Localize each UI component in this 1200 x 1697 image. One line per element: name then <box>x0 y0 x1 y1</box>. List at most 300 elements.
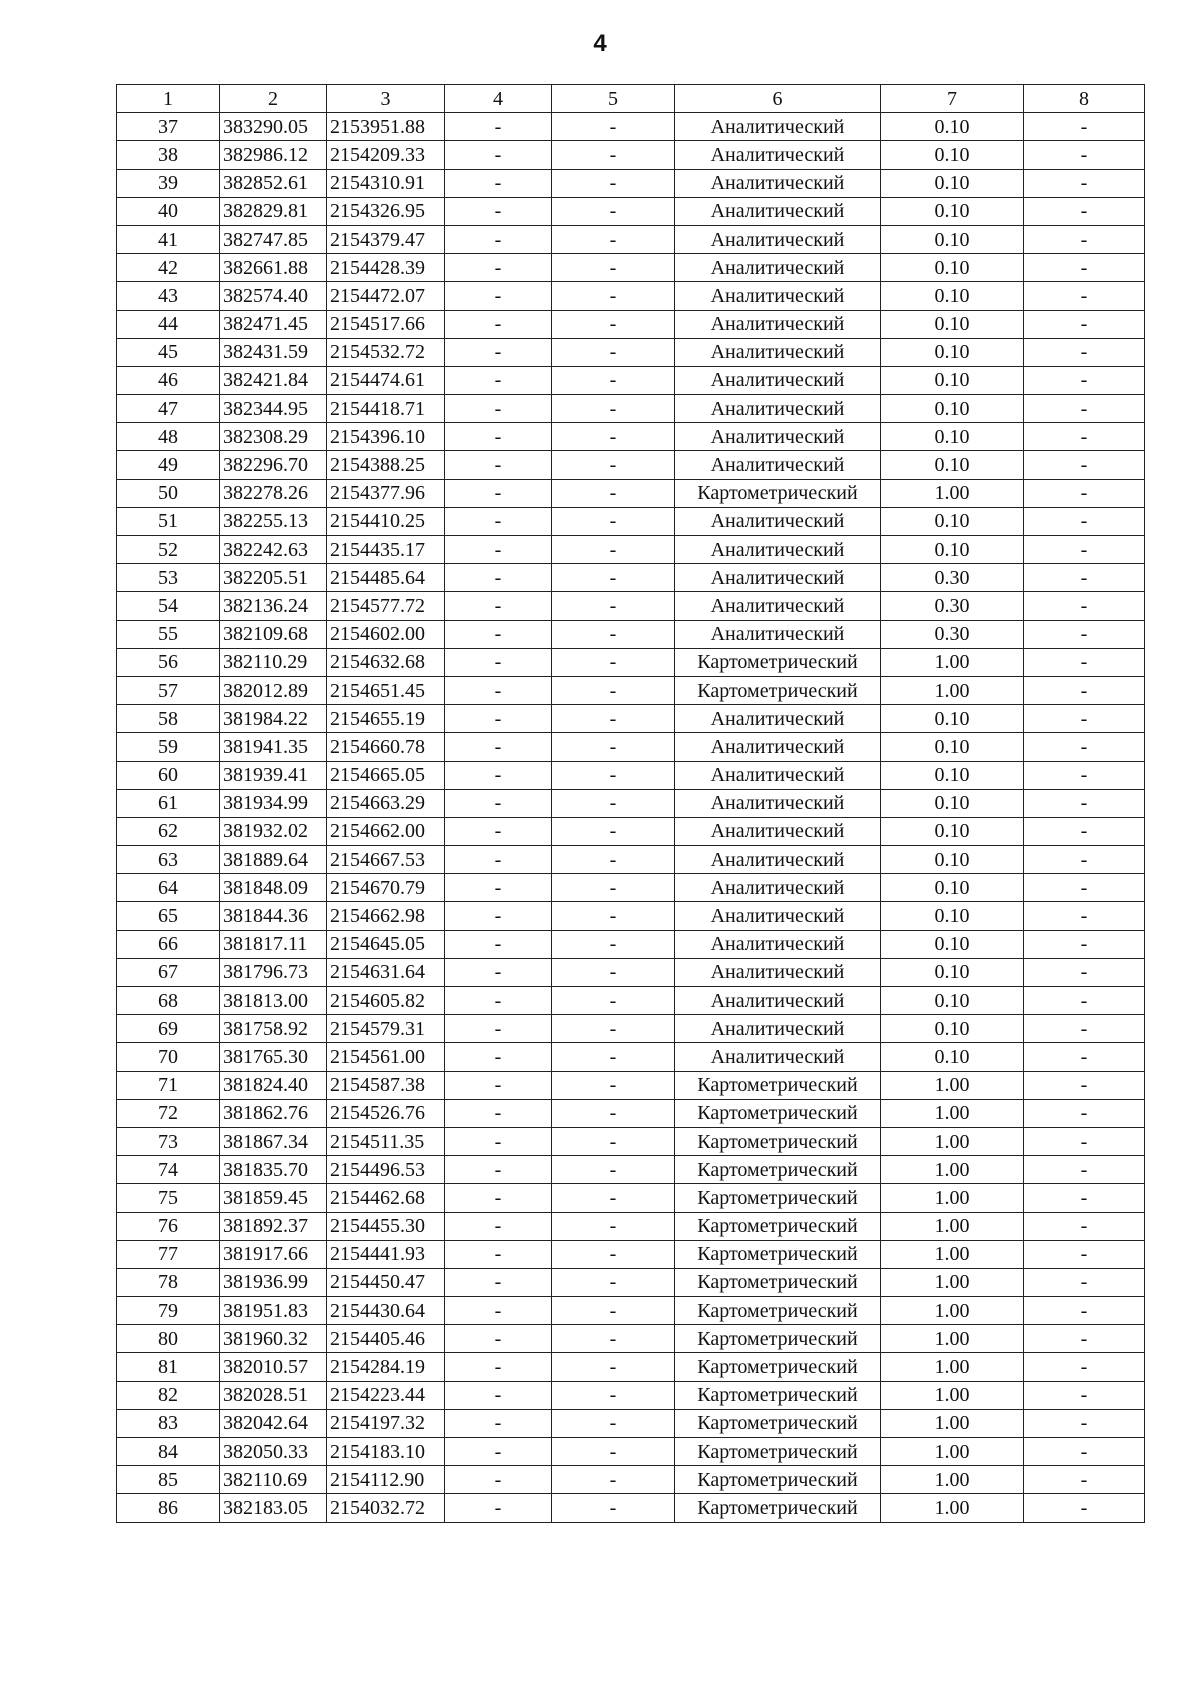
y-coordinate-cell: 2154418.71 <box>327 395 445 423</box>
col-8-cell: - <box>1024 1015 1145 1043</box>
col-5-cell: - <box>552 930 675 958</box>
method-cell: Аналитический <box>675 338 881 366</box>
table-row <box>117 705 1145 733</box>
col-8-cell: - <box>1024 507 1145 535</box>
col-4-cell: - <box>445 705 552 733</box>
table-row <box>117 338 1145 366</box>
y-coordinate-cell: 2154496.53 <box>327 1156 445 1184</box>
point-number-cell: 86 <box>117 1494 220 1522</box>
col-5-cell: - <box>552 1071 675 1099</box>
col-4-cell: - <box>445 1325 552 1353</box>
col-8-cell: - <box>1024 423 1145 451</box>
x-coordinate-cell: 381934.99 <box>220 789 327 817</box>
col-8-cell: - <box>1024 958 1145 986</box>
col-8-cell: - <box>1024 1438 1145 1466</box>
accuracy-cell: 0.10 <box>881 310 1024 338</box>
method-cell: Аналитический <box>675 141 881 169</box>
x-coordinate-cell: 381892.37 <box>220 1212 327 1240</box>
x-coordinate-cell: 381936.99 <box>220 1268 327 1296</box>
col-4-cell: - <box>445 930 552 958</box>
y-coordinate-cell: 2154561.00 <box>327 1043 445 1071</box>
y-coordinate-cell: 2154462.68 <box>327 1184 445 1212</box>
method-cell: Картометрический <box>675 1071 881 1099</box>
col-5-cell: - <box>552 874 675 902</box>
table-row <box>117 761 1145 789</box>
table-row <box>117 1297 1145 1325</box>
y-coordinate-cell: 2154379.47 <box>327 225 445 253</box>
y-coordinate-cell: 2154326.95 <box>327 197 445 225</box>
col-5-cell: - <box>552 451 675 479</box>
col-5-cell: - <box>552 761 675 789</box>
point-number-cell: 63 <box>117 846 220 874</box>
point-number-cell: 67 <box>117 958 220 986</box>
col-4-cell: - <box>445 592 552 620</box>
y-coordinate-cell: 2154526.76 <box>327 1099 445 1127</box>
table-row <box>117 874 1145 902</box>
y-coordinate-cell: 2154577.72 <box>327 592 445 620</box>
col-4-cell: - <box>445 282 552 310</box>
col-8-cell: - <box>1024 225 1145 253</box>
col-8-cell: - <box>1024 479 1145 507</box>
x-coordinate-cell: 381939.41 <box>220 761 327 789</box>
accuracy-cell: 0.10 <box>881 254 1024 282</box>
header-cell: 8 <box>1024 85 1145 113</box>
table-row <box>117 817 1145 845</box>
accuracy-cell: 1.00 <box>881 1494 1024 1522</box>
method-cell: Картометрический <box>675 1127 881 1155</box>
col-5-cell: - <box>552 507 675 535</box>
col-5-cell: - <box>552 846 675 874</box>
y-coordinate-cell: 2154223.44 <box>327 1381 445 1409</box>
col-5-cell: - <box>552 310 675 338</box>
col-8-cell: - <box>1024 817 1145 845</box>
x-coordinate-cell: 381941.35 <box>220 733 327 761</box>
x-coordinate-cell: 382255.13 <box>220 507 327 535</box>
table-row <box>117 564 1145 592</box>
col-5-cell: - <box>552 789 675 817</box>
col-5-cell: - <box>552 141 675 169</box>
col-5-cell: - <box>552 1127 675 1155</box>
method-cell: Аналитический <box>675 705 881 733</box>
x-coordinate-cell: 381758.92 <box>220 1015 327 1043</box>
col-5-cell: - <box>552 1099 675 1127</box>
table-header <box>117 85 1145 113</box>
accuracy-cell: 0.30 <box>881 592 1024 620</box>
table-row <box>117 1325 1145 1353</box>
col-8-cell: - <box>1024 1381 1145 1409</box>
accuracy-cell: 1.00 <box>881 1240 1024 1268</box>
y-coordinate-cell: 2154655.19 <box>327 705 445 733</box>
col-8-cell: - <box>1024 1409 1145 1437</box>
accuracy-cell: 0.10 <box>881 874 1024 902</box>
y-coordinate-cell: 2154645.05 <box>327 930 445 958</box>
table-row <box>117 169 1145 197</box>
y-coordinate-cell: 2154450.47 <box>327 1268 445 1296</box>
col-8-cell: - <box>1024 1268 1145 1296</box>
method-cell: Аналитический <box>675 958 881 986</box>
header-cell: 3 <box>327 85 445 113</box>
accuracy-cell: 0.10 <box>881 761 1024 789</box>
col-8-cell: - <box>1024 1494 1145 1522</box>
y-coordinate-cell: 2154651.45 <box>327 676 445 704</box>
point-number-cell: 70 <box>117 1043 220 1071</box>
col-4-cell: - <box>445 620 552 648</box>
x-coordinate-cell: 381848.09 <box>220 874 327 902</box>
accuracy-cell: 0.10 <box>881 733 1024 761</box>
col-8-cell: - <box>1024 846 1145 874</box>
col-8-cell: - <box>1024 733 1145 761</box>
col-5-cell: - <box>552 1240 675 1268</box>
col-5-cell: - <box>552 648 675 676</box>
col-4-cell: - <box>445 1240 552 1268</box>
col-8-cell: - <box>1024 282 1145 310</box>
col-5-cell: - <box>552 1043 675 1071</box>
x-coordinate-cell: 382308.29 <box>220 423 327 451</box>
x-coordinate-cell: 382136.24 <box>220 592 327 620</box>
method-cell: Аналитический <box>675 733 881 761</box>
col-5-cell: - <box>552 536 675 564</box>
point-number-cell: 84 <box>117 1438 220 1466</box>
table-row <box>117 958 1145 986</box>
col-4-cell: - <box>445 479 552 507</box>
method-cell: Аналитический <box>675 1015 881 1043</box>
col-4-cell: - <box>445 1156 552 1184</box>
method-cell: Картометрический <box>675 1212 881 1240</box>
col-4-cell: - <box>445 564 552 592</box>
x-coordinate-cell: 381796.73 <box>220 958 327 986</box>
y-coordinate-cell: 2154532.72 <box>327 338 445 366</box>
accuracy-cell: 0.10 <box>881 113 1024 141</box>
col-8-cell: - <box>1024 451 1145 479</box>
point-number-cell: 79 <box>117 1297 220 1325</box>
point-number-cell: 45 <box>117 338 220 366</box>
point-number-cell: 76 <box>117 1212 220 1240</box>
col-5-cell: - <box>552 1184 675 1212</box>
table-row <box>117 1438 1145 1466</box>
col-4-cell: - <box>445 197 552 225</box>
point-number-cell: 42 <box>117 254 220 282</box>
table-row <box>117 1409 1145 1437</box>
x-coordinate-cell: 382028.51 <box>220 1381 327 1409</box>
col-4-cell: - <box>445 1409 552 1437</box>
col-5-cell: - <box>552 1015 675 1043</box>
coordinates-table <box>116 84 1145 1523</box>
point-number-cell: 46 <box>117 366 220 394</box>
col-4-cell: - <box>445 676 552 704</box>
accuracy-cell: 1.00 <box>881 1127 1024 1155</box>
col-4-cell: - <box>445 1071 552 1099</box>
accuracy-cell: 1.00 <box>881 1353 1024 1381</box>
col-4-cell: - <box>445 1297 552 1325</box>
col-4-cell: - <box>445 1099 552 1127</box>
y-coordinate-cell: 2154428.39 <box>327 254 445 282</box>
accuracy-cell: 1.00 <box>881 1438 1024 1466</box>
method-cell: Аналитический <box>675 254 881 282</box>
x-coordinate-cell: 382574.40 <box>220 282 327 310</box>
method-cell: Картометрический <box>675 479 881 507</box>
y-coordinate-cell: 2154517.66 <box>327 310 445 338</box>
table-row <box>117 1353 1145 1381</box>
point-number-cell: 39 <box>117 169 220 197</box>
col-5-cell: - <box>552 254 675 282</box>
y-coordinate-cell: 2154474.61 <box>327 366 445 394</box>
col-5-cell: - <box>552 338 675 366</box>
col-8-cell: - <box>1024 310 1145 338</box>
x-coordinate-cell: 382183.05 <box>220 1494 327 1522</box>
table-row <box>117 1156 1145 1184</box>
method-cell: Картометрический <box>675 1466 881 1494</box>
point-number-cell: 57 <box>117 676 220 704</box>
accuracy-cell: 0.10 <box>881 705 1024 733</box>
col-8-cell: - <box>1024 789 1145 817</box>
y-coordinate-cell: 2154310.91 <box>327 169 445 197</box>
y-coordinate-cell: 2154430.64 <box>327 1297 445 1325</box>
col-4-cell: - <box>445 1268 552 1296</box>
accuracy-cell: 0.10 <box>881 366 1024 394</box>
table-row <box>117 902 1145 930</box>
table-row <box>117 423 1145 451</box>
table-row <box>117 1494 1145 1522</box>
method-cell: Аналитический <box>675 817 881 845</box>
point-number-cell: 56 <box>117 648 220 676</box>
col-4-cell: - <box>445 507 552 535</box>
method-cell: Аналитический <box>675 507 881 535</box>
x-coordinate-cell: 382042.64 <box>220 1409 327 1437</box>
x-coordinate-cell: 381862.76 <box>220 1099 327 1127</box>
point-number-cell: 74 <box>117 1156 220 1184</box>
method-cell: Аналитический <box>675 536 881 564</box>
table-row <box>117 1015 1145 1043</box>
point-number-cell: 81 <box>117 1353 220 1381</box>
y-coordinate-cell: 2154410.25 <box>327 507 445 535</box>
col-8-cell: - <box>1024 1071 1145 1099</box>
col-8-cell: - <box>1024 254 1145 282</box>
col-8-cell: - <box>1024 1353 1145 1381</box>
accuracy-cell: 0.10 <box>881 902 1024 930</box>
x-coordinate-cell: 382278.26 <box>220 479 327 507</box>
accuracy-cell: 0.30 <box>881 620 1024 648</box>
point-number-cell: 47 <box>117 395 220 423</box>
point-number-cell: 52 <box>117 536 220 564</box>
col-4-cell: - <box>445 902 552 930</box>
accuracy-cell: 0.10 <box>881 846 1024 874</box>
table-row <box>117 1268 1145 1296</box>
point-number-cell: 41 <box>117 225 220 253</box>
y-coordinate-cell: 2154209.33 <box>327 141 445 169</box>
point-number-cell: 75 <box>117 1184 220 1212</box>
y-coordinate-cell: 2154405.46 <box>327 1325 445 1353</box>
x-coordinate-cell: 382661.88 <box>220 254 327 282</box>
accuracy-cell: 0.10 <box>881 536 1024 564</box>
accuracy-cell: 0.30 <box>881 564 1024 592</box>
table-row <box>117 1212 1145 1240</box>
point-number-cell: 49 <box>117 451 220 479</box>
col-5-cell: - <box>552 676 675 704</box>
col-8-cell: - <box>1024 761 1145 789</box>
col-5-cell: - <box>552 1494 675 1522</box>
col-8-cell: - <box>1024 1043 1145 1071</box>
y-coordinate-cell: 2154377.96 <box>327 479 445 507</box>
col-4-cell: - <box>445 451 552 479</box>
col-4-cell: - <box>445 1015 552 1043</box>
table-row <box>117 310 1145 338</box>
col-5-cell: - <box>552 1381 675 1409</box>
col-4-cell: - <box>445 846 552 874</box>
method-cell: Аналитический <box>675 620 881 648</box>
accuracy-cell: 0.10 <box>881 507 1024 535</box>
method-cell: Аналитический <box>675 592 881 620</box>
col-8-cell: - <box>1024 1212 1145 1240</box>
y-coordinate-cell: 2154660.78 <box>327 733 445 761</box>
table-body <box>117 113 1145 1522</box>
col-5-cell: - <box>552 197 675 225</box>
table-row <box>117 1240 1145 1268</box>
point-number-cell: 59 <box>117 733 220 761</box>
col-4-cell: - <box>445 987 552 1015</box>
method-cell: Картометрический <box>675 1268 881 1296</box>
table-row <box>117 930 1145 958</box>
y-coordinate-cell: 2154602.00 <box>327 620 445 648</box>
x-coordinate-cell: 381867.34 <box>220 1127 327 1155</box>
col-5-cell: - <box>552 113 675 141</box>
y-coordinate-cell: 2154388.25 <box>327 451 445 479</box>
col-8-cell: - <box>1024 141 1145 169</box>
accuracy-cell: 0.10 <box>881 958 1024 986</box>
col-4-cell: - <box>445 648 552 676</box>
point-number-cell: 61 <box>117 789 220 817</box>
x-coordinate-cell: 381844.36 <box>220 902 327 930</box>
x-coordinate-cell: 382205.51 <box>220 564 327 592</box>
col-4-cell: - <box>445 958 552 986</box>
col-8-cell: - <box>1024 536 1145 564</box>
accuracy-cell: 1.00 <box>881 479 1024 507</box>
accuracy-cell: 1.00 <box>881 676 1024 704</box>
col-8-cell: - <box>1024 169 1145 197</box>
point-number-cell: 37 <box>117 113 220 141</box>
col-8-cell: - <box>1024 338 1145 366</box>
method-cell: Аналитический <box>675 395 881 423</box>
accuracy-cell: 0.10 <box>881 423 1024 451</box>
point-number-cell: 54 <box>117 592 220 620</box>
point-number-cell: 55 <box>117 620 220 648</box>
y-coordinate-cell: 2154112.90 <box>327 1466 445 1494</box>
col-4-cell: - <box>445 817 552 845</box>
method-cell: Аналитический <box>675 846 881 874</box>
method-cell: Аналитический <box>675 987 881 1015</box>
y-coordinate-cell: 2154579.31 <box>327 1015 445 1043</box>
col-4-cell: - <box>445 1043 552 1071</box>
col-8-cell: - <box>1024 902 1145 930</box>
col-5-cell: - <box>552 987 675 1015</box>
col-8-cell: - <box>1024 395 1145 423</box>
accuracy-cell: 0.10 <box>881 395 1024 423</box>
method-cell: Аналитический <box>675 930 881 958</box>
col-8-cell: - <box>1024 987 1145 1015</box>
point-number-cell: 73 <box>117 1127 220 1155</box>
point-number-cell: 58 <box>117 705 220 733</box>
table-row <box>117 141 1145 169</box>
accuracy-cell: 1.00 <box>881 1268 1024 1296</box>
table-row <box>117 789 1145 817</box>
x-coordinate-cell: 381859.45 <box>220 1184 327 1212</box>
col-5-cell: - <box>552 479 675 507</box>
x-coordinate-cell: 381765.30 <box>220 1043 327 1071</box>
x-coordinate-cell: 382421.84 <box>220 366 327 394</box>
col-5-cell: - <box>552 395 675 423</box>
col-5-cell: - <box>552 1297 675 1325</box>
y-coordinate-cell: 2154662.00 <box>327 817 445 845</box>
x-coordinate-cell: 382110.69 <box>220 1466 327 1494</box>
table-row <box>117 1043 1145 1071</box>
table-row <box>117 1127 1145 1155</box>
x-coordinate-cell: 383290.05 <box>220 113 327 141</box>
table-row <box>117 592 1145 620</box>
x-coordinate-cell: 382110.29 <box>220 648 327 676</box>
col-8-cell: - <box>1024 1240 1145 1268</box>
method-cell: Картометрический <box>675 1156 881 1184</box>
point-number-cell: 82 <box>117 1381 220 1409</box>
method-cell: Аналитический <box>675 310 881 338</box>
y-coordinate-cell: 2154631.64 <box>327 958 445 986</box>
header-cell: 7 <box>881 85 1024 113</box>
method-cell: Картометрический <box>675 1353 881 1381</box>
table-row <box>117 479 1145 507</box>
col-4-cell: - <box>445 1212 552 1240</box>
y-coordinate-cell: 2154197.32 <box>327 1409 445 1437</box>
accuracy-cell: 0.10 <box>881 1015 1024 1043</box>
accuracy-cell: 0.10 <box>881 197 1024 225</box>
y-coordinate-cell: 2154667.53 <box>327 846 445 874</box>
col-5-cell: - <box>552 1156 675 1184</box>
col-8-cell: - <box>1024 676 1145 704</box>
header-cell: 4 <box>445 85 552 113</box>
method-cell: Картометрический <box>675 1099 881 1127</box>
point-number-cell: 71 <box>117 1071 220 1099</box>
point-number-cell: 77 <box>117 1240 220 1268</box>
point-number-cell: 53 <box>117 564 220 592</box>
col-4-cell: - <box>445 1438 552 1466</box>
point-number-cell: 50 <box>117 479 220 507</box>
point-number-cell: 44 <box>117 310 220 338</box>
col-5-cell: - <box>552 1325 675 1353</box>
col-4-cell: - <box>445 310 552 338</box>
col-8-cell: - <box>1024 113 1145 141</box>
method-cell: Аналитический <box>675 225 881 253</box>
y-coordinate-cell: 2154665.05 <box>327 761 445 789</box>
col-8-cell: - <box>1024 705 1145 733</box>
col-4-cell: - <box>445 141 552 169</box>
table-row <box>117 225 1145 253</box>
x-coordinate-cell: 382109.68 <box>220 620 327 648</box>
y-coordinate-cell: 2154472.07 <box>327 282 445 310</box>
col-8-cell: - <box>1024 564 1145 592</box>
col-8-cell: - <box>1024 874 1145 902</box>
col-5-cell: - <box>552 705 675 733</box>
col-4-cell: - <box>445 733 552 761</box>
method-cell: Аналитический <box>675 1043 881 1071</box>
point-number-cell: 51 <box>117 507 220 535</box>
accuracy-cell: 1.00 <box>881 1381 1024 1409</box>
col-4-cell: - <box>445 1494 552 1522</box>
x-coordinate-cell: 381951.83 <box>220 1297 327 1325</box>
y-coordinate-cell: 2154605.82 <box>327 987 445 1015</box>
accuracy-cell: 0.10 <box>881 930 1024 958</box>
col-5-cell: - <box>552 592 675 620</box>
x-coordinate-cell: 382050.33 <box>220 1438 327 1466</box>
col-4-cell: - <box>445 536 552 564</box>
x-coordinate-cell: 381835.70 <box>220 1156 327 1184</box>
col-5-cell: - <box>552 620 675 648</box>
